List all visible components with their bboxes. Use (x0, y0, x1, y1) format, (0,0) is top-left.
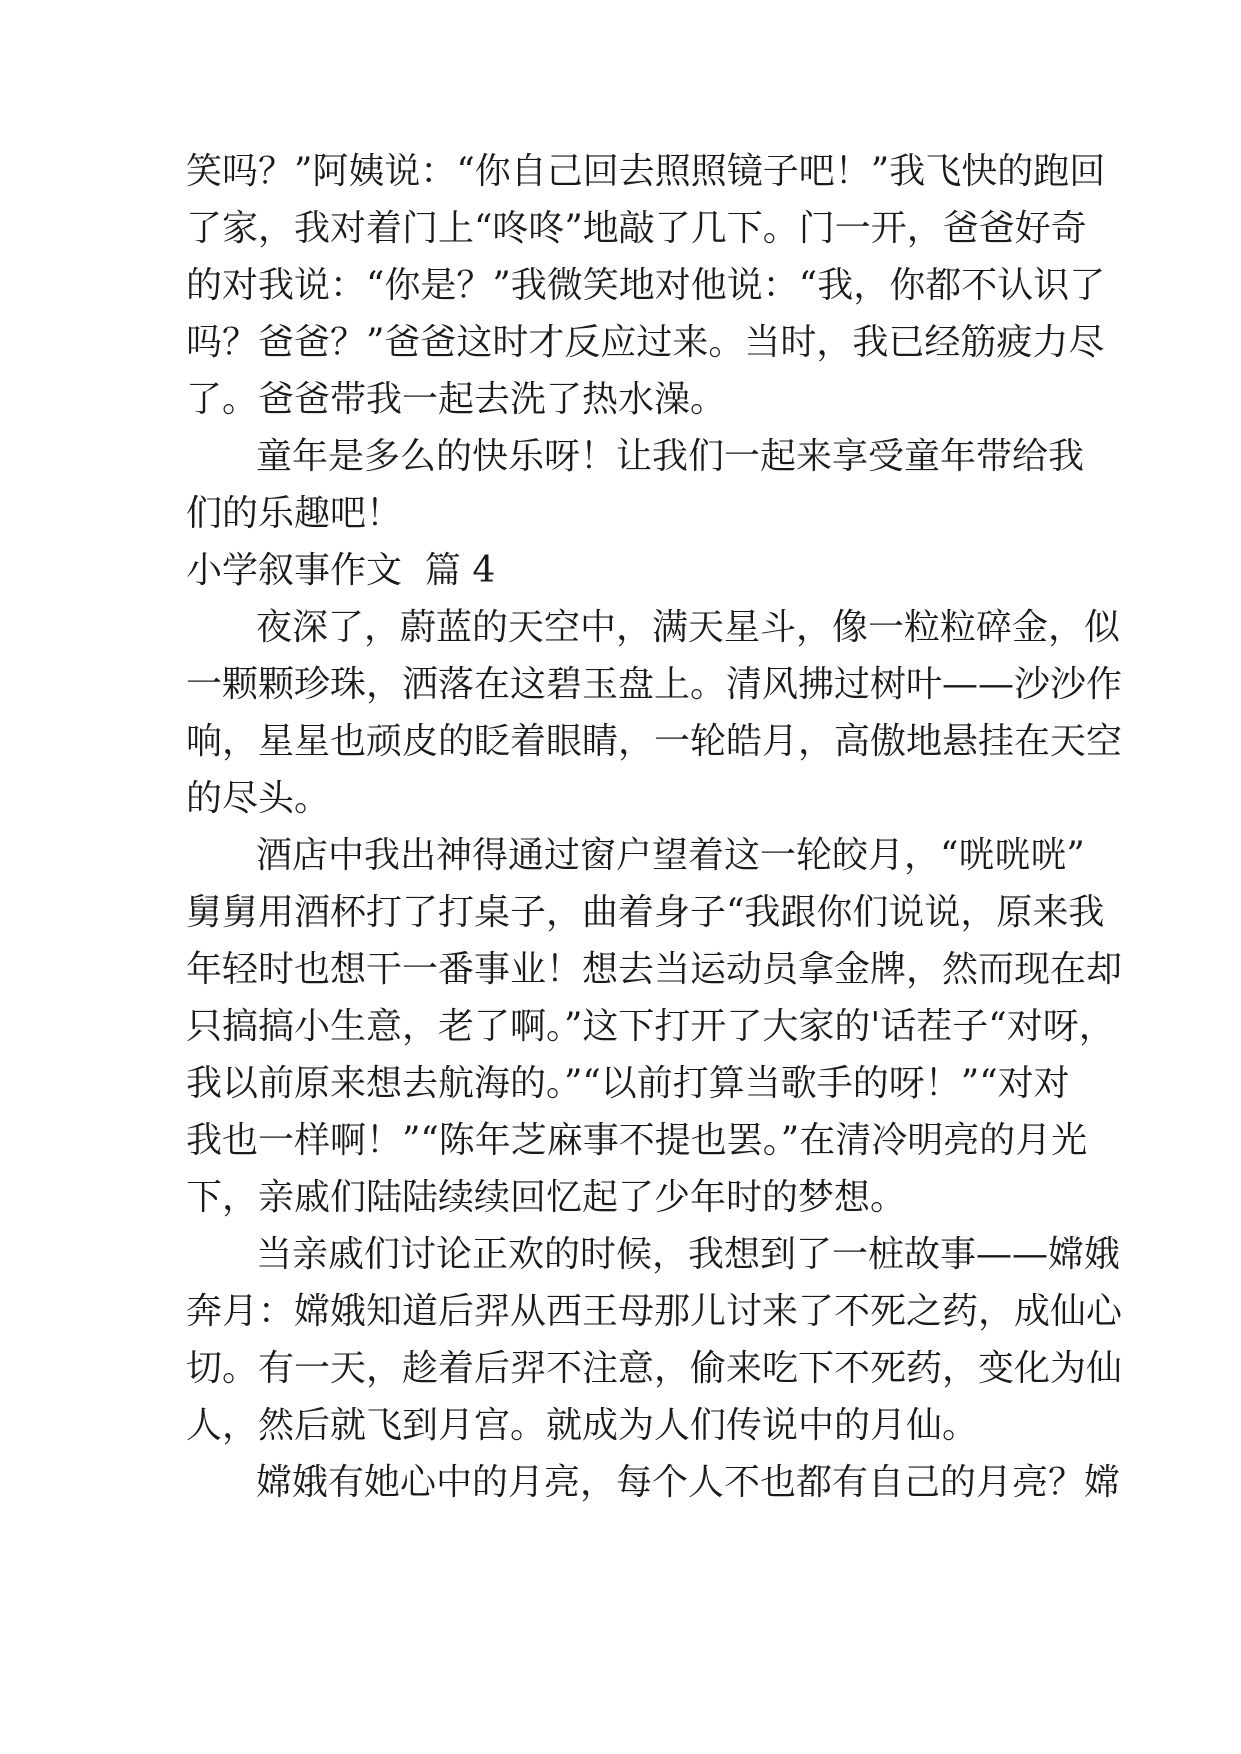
section-heading: 小学叙事作文 篇 4 (186, 550, 496, 591)
paragraph-line: 嫦娥有她心中的月亮，每个人不也都有自己的月亮？嫦 (256, 1462, 1121, 1503)
paragraph-line: 当亲戚们讨论正欢的时候，我想到了一桩故事——嫦娥 (256, 1234, 1121, 1275)
text-line: 人，然后就飞到月宫。就成为人们传说中的月仙。 (186, 1405, 979, 1446)
text-line: 响，星星也顽皮的眨着眼睛，一轮皓月，高傲地悬挂在天空 (186, 721, 1123, 762)
text-line: 了。爸爸带我一起去洗了热水澡。 (186, 379, 727, 420)
text-line: 我也一样啊！”“陈年芝麻事不提也罢。”在清冷明亮的月光 (186, 1120, 1088, 1161)
text-line: 的对我说：“你是？”我微笑地对他说：“我，你都不认识了 (186, 265, 1106, 306)
text-line: 笑吗？”阿姨说：“你自己回去照照镜子吧！”我飞快的跑回 (186, 151, 1106, 192)
text-line: 下，亲戚们陆陆续续回忆起了少年时的梦想。 (186, 1177, 907, 1218)
text-line: 年轻时也想干一番事业！想去当运动员拿金牌，然而现在却 (186, 949, 1123, 990)
text-line: 了家，我对着门上“咚咚”地敲了几下。门一开，爸爸好奇 (186, 208, 1087, 249)
paragraph-line: 酒店中我出神得通过窗户望着这一轮皎月，“咣咣咣” (256, 835, 1085, 876)
text-line: 吗？爸爸？”爸爸这时才反应过来。当时，我已经筋疲力尽 (186, 322, 1105, 363)
text-line: 只搞搞小生意，老了啊。”这下打开了大家的'话茬子“对呀， (186, 1006, 1115, 1047)
paragraph-line: 夜深了，蔚蓝的天空中，满天星斗，像一粒粒碎金，似 (256, 607, 1121, 648)
text-line: 一颗颗珍珠，洒落在这碧玉盘上。清风拂过树叶——沙沙作 (186, 664, 1123, 705)
paragraph-line: 童年是多么的快乐呀！让我们一起来享受童年带给我 (256, 436, 1085, 477)
text-line: 舅舅用酒杯打了打桌子，曲着身子“我跟你们说说，原来我 (186, 892, 1105, 933)
text-line: 我以前原来想去航海的。”“以前打算当歌手的呀！”“对对 (186, 1063, 1070, 1104)
text-line: 切。有一天，趁着后羿不注意，偷来吃下不死药，变化为仙 (186, 1348, 1123, 1389)
text-line: 奔月：嫦娥知道后羿从西王母那儿讨来了不死之药，成仙心 (186, 1291, 1123, 1332)
text-line: 们的乐趣吧！ (186, 493, 403, 534)
text-line: 的尽头。 (186, 778, 331, 819)
